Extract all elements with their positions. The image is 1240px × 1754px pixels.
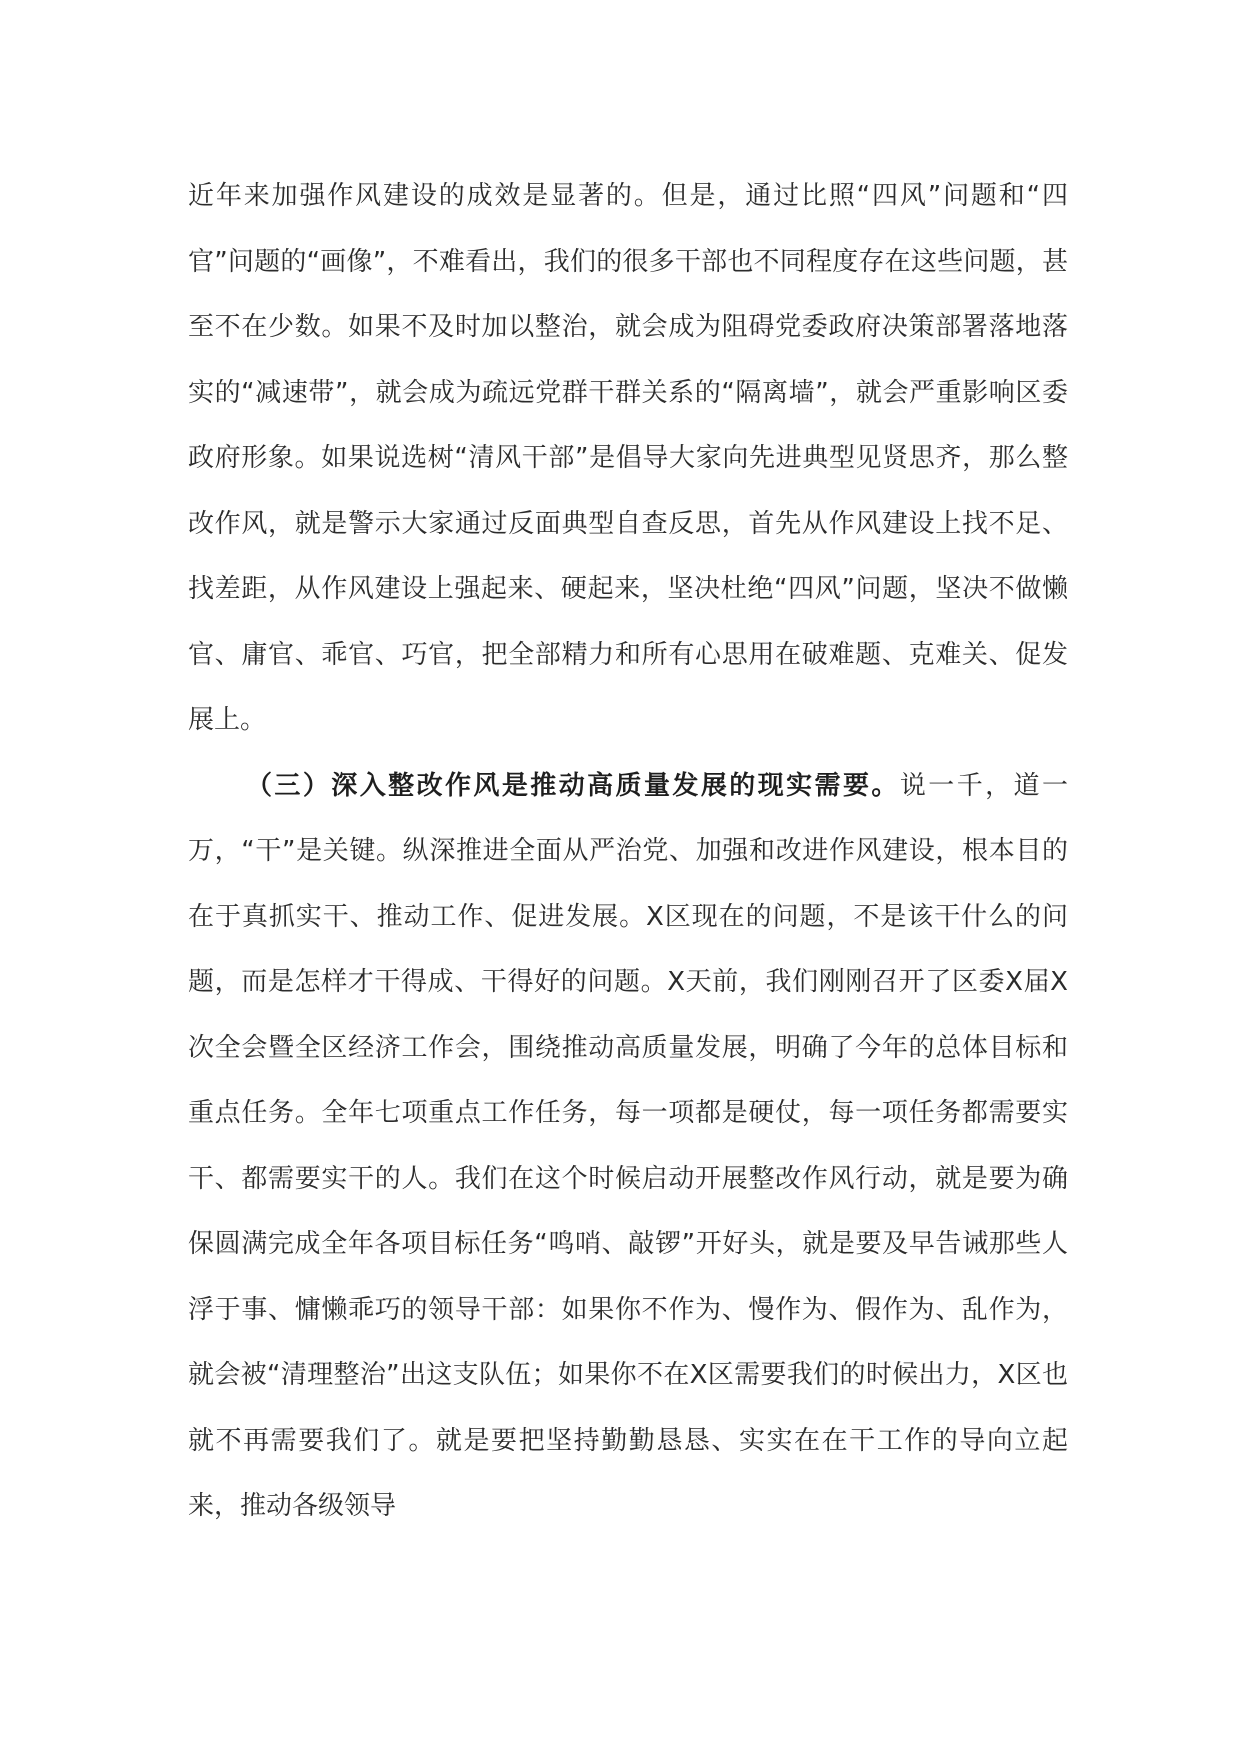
paragraph-2	[188, 754, 1068, 1540]
paragraph-1-text: 近年来加强作风建设的成效是显著的。但是，通过比照“四风”问题和“四官”问题的“画像”，不难看出，我们的很多干部也不同程度存在这些问题，甚至不在少数。如果不及时加以整治，就会成为阻碍党委政府决策部署落地落实的“减速带”，就会成为疏远党群干群关系的“隔离墙”，就会严重影响区委政府形象。如果说选树“清风干部”是倡导大家向先进典型见贤思齐，那么整改作风，就是警示大家通过反面典型自查反思，首先从作风建设上找不足、找差距，从作风建设上强起来、硬起来，坚决杜绝“四风”问题，坚决不做懒官、庸官、乖官、巧官，把全部精力和所有心思用在破难题、克难关、促发展上。	[188, 181, 1068, 735]
section-heading-3: （三）深入整改作风是推动高质量发展的现实需要。	[246, 770, 900, 801]
paragraph-1	[188, 164, 1068, 754]
document-body	[188, 164, 1068, 1540]
paragraph-2-text: 说一千，道一万，“干”是关键。纵深推进全面从严治党、加强和改进作风建设，根本目的在于真抓实干、推动工作、促进发展。X区现在的问题，不是该干什么的问题，而是怎样才干得成、干得好的问题。X天前，我们刚刚召开了区委X届X次全会暨全区经济工作会，围绕推动高质量发展，明确了今年的总体目标和重点任务。全年七项重点工作任务，每一项都是硬仗，每一项任务都需要实干、都需要实干的人。我们在这个时候启动开展整改作风行动，就是要为确保圆满完成全年各项目标任务“鸣哨、敲锣”开好头，就是要及早告诫那些人浮于事、慵懒乖巧的领导干部：如果你不作为、慢作为、假作为、乱作为，就会被“清理整治”出这支队伍；如果你不在X区需要我们的时候出力，X区也就不再需要我们了。就是要把坚持勤勤恳恳、实实在在干工作的导向立起来，推动各级领导	[188, 770, 1068, 1521]
